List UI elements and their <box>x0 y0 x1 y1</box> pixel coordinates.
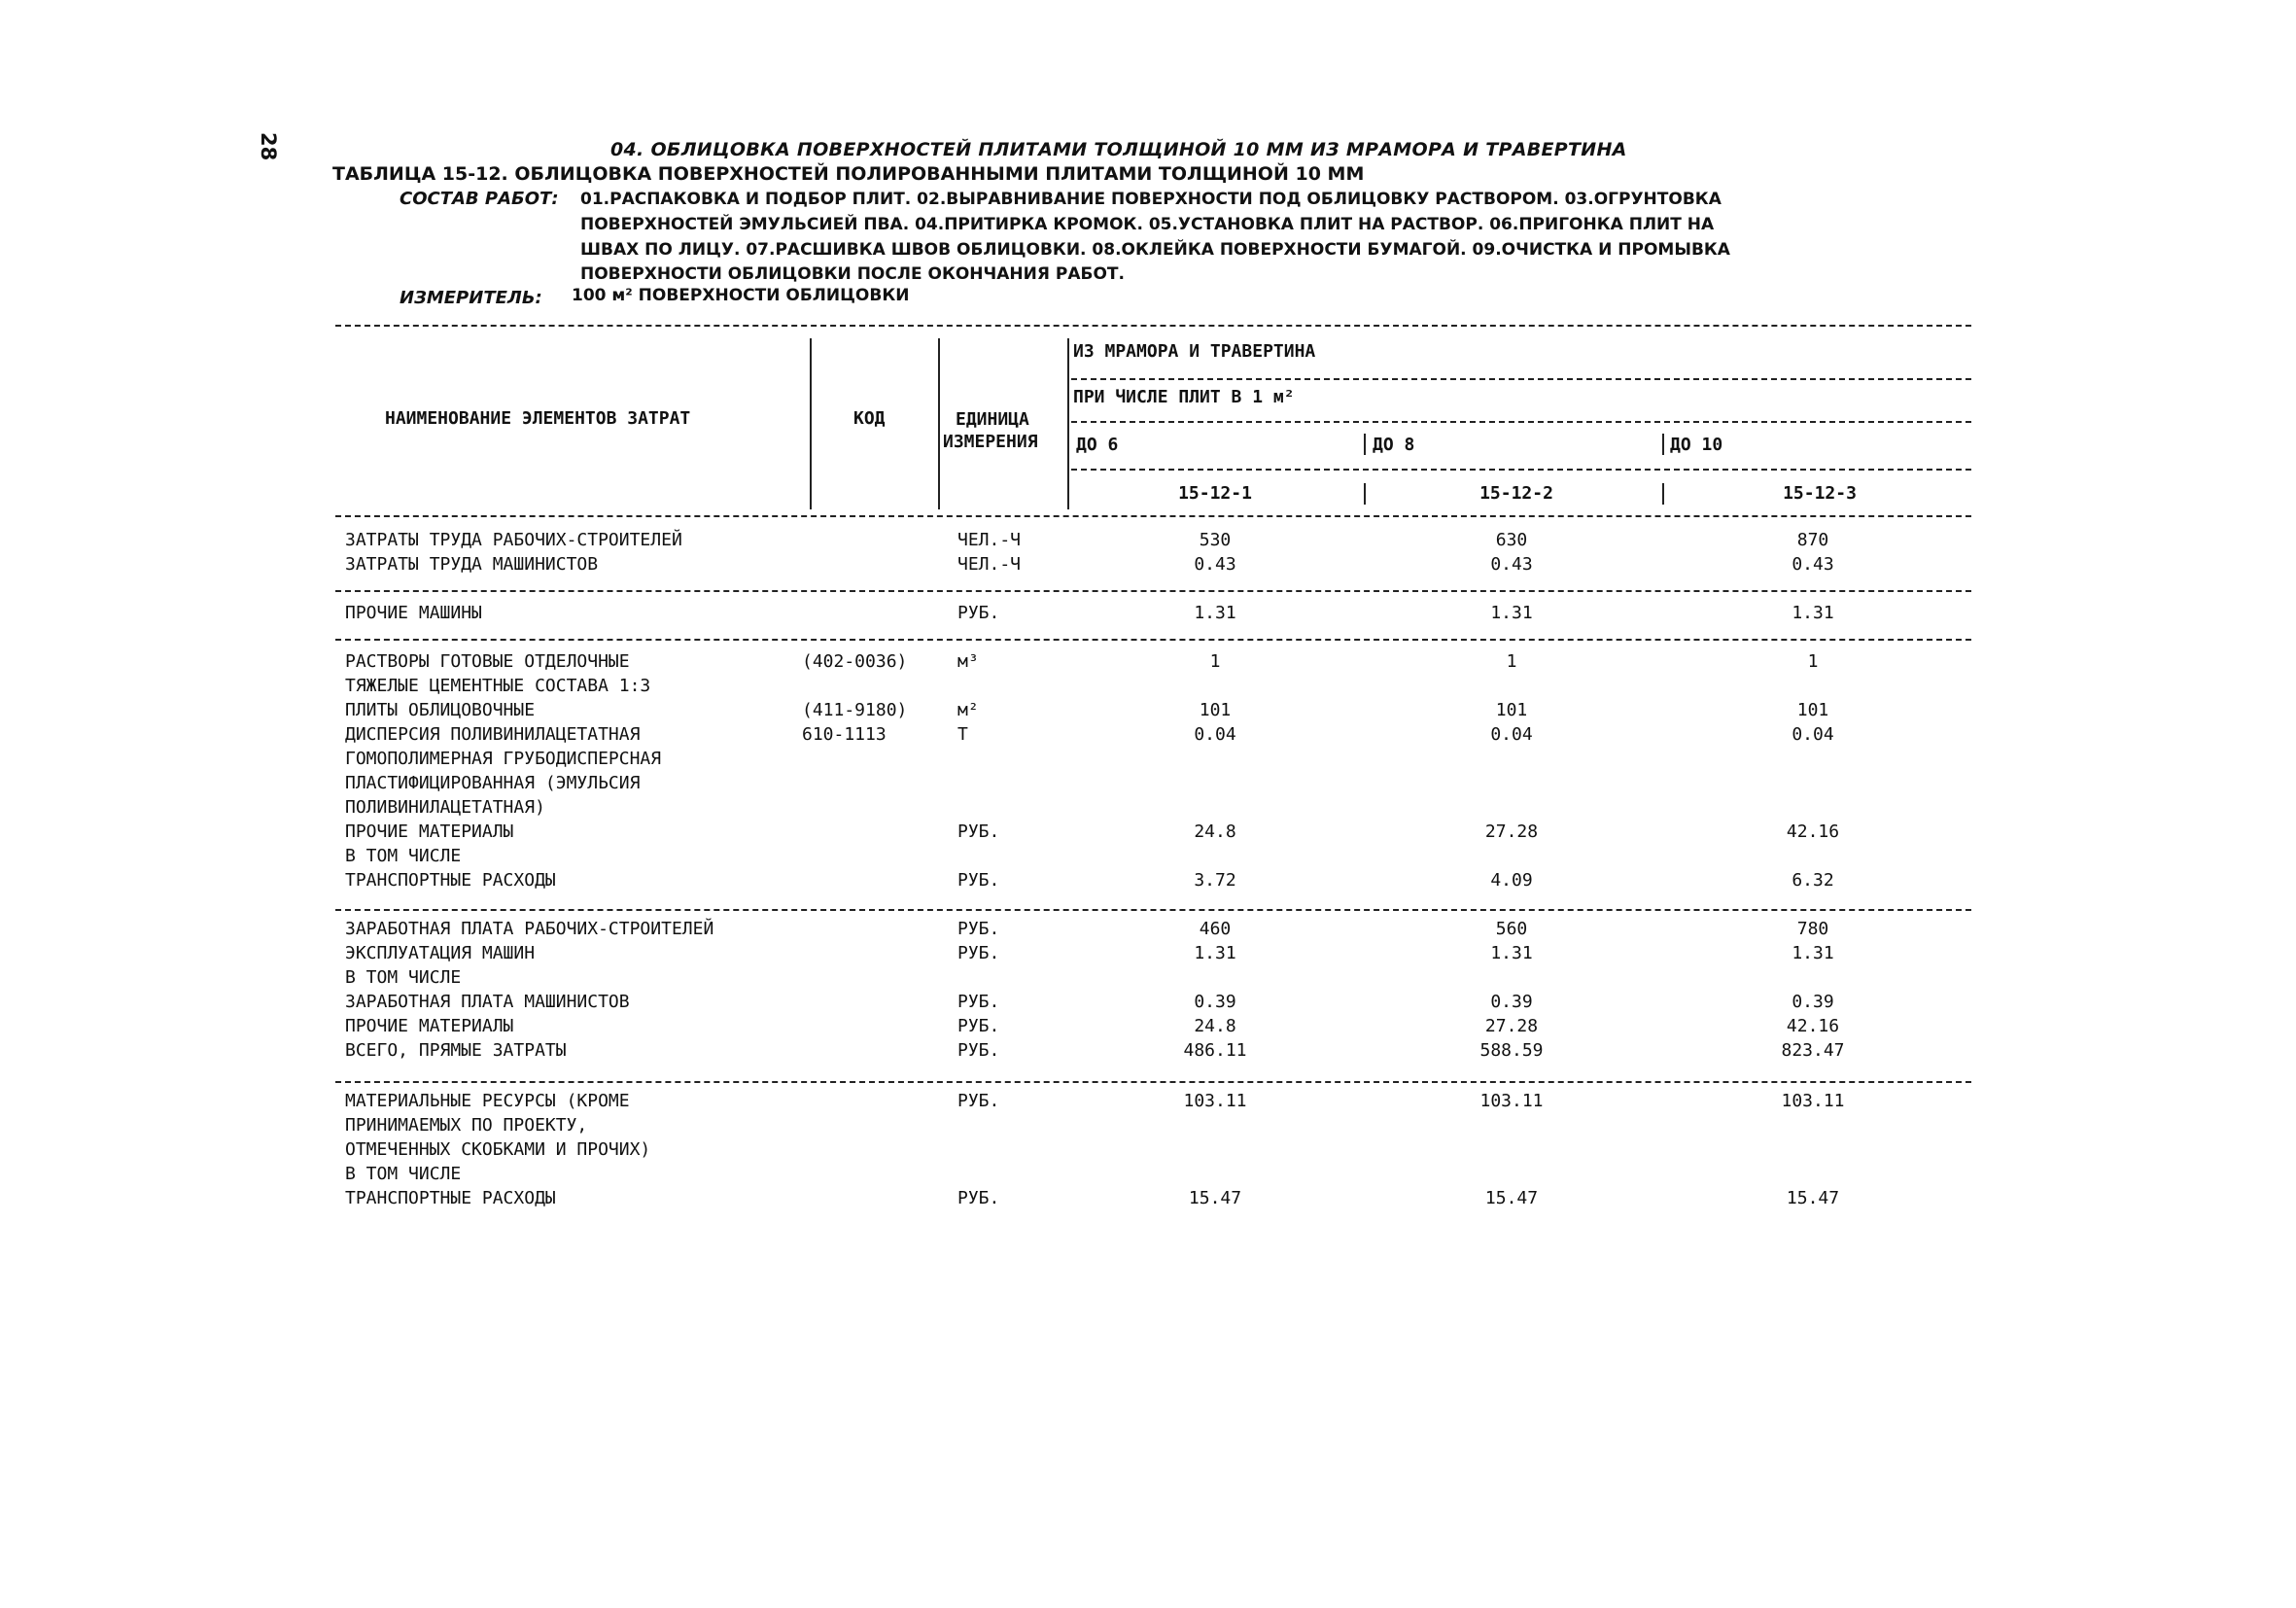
row-unit: РУБ. <box>957 1091 1000 1111</box>
row-code: (411-9180) <box>802 700 908 720</box>
row-value-3: 870 <box>1796 530 1829 550</box>
row-value-2: 1.31 <box>1490 943 1533 963</box>
row-value-1: 1.31 <box>1194 943 1236 963</box>
row-unit: РУБ. <box>957 1016 1000 1036</box>
row-value-2: 1 <box>1506 651 1517 672</box>
row-unit: РУБ. <box>957 603 1000 623</box>
row-value-1: 1.31 <box>1194 603 1236 623</box>
header-rule <box>1071 469 1971 471</box>
header-unit-col-1: ЕДИНИЦА <box>956 409 1029 430</box>
row-value-2: 560 <box>1495 919 1528 939</box>
header-col-3: ДО 10 <box>1670 435 1723 455</box>
row-name: ГОМОПОЛИМЕРНАЯ ГРУБОДИСПЕРСНАЯ <box>345 749 662 769</box>
row-unit: РУБ. <box>957 1188 1000 1208</box>
header-code-2: 15-12-2 <box>1479 483 1553 504</box>
row-name: ЗАТРАТЫ ТРУДА МАШИНИСТОВ <box>345 554 599 575</box>
row-value-3: 6.32 <box>1792 870 1834 891</box>
row-name: ЭКСПЛУАТАЦИЯ МАШИН <box>345 943 536 963</box>
row-name: ПРИНИМАЕМЫХ ПО ПРОЕКТУ, <box>345 1115 588 1136</box>
section-title: 04. ОБЛИЦОВКА ПОВЕРХНОСТЕЙ ПЛИТАМИ ТОЛЩИНОЙ 10 ММ ИЗ МРАМОРА И ТРАВЕРТИНА <box>610 139 1627 160</box>
row-name: ПРОЧИЕ МАТЕРИАЛЫ <box>345 821 514 842</box>
row-unit: РУБ. <box>957 1040 1000 1061</box>
row-name: ПРОЧИЕ МАТЕРИАЛЫ <box>345 1016 514 1036</box>
row-value-2: 0.04 <box>1490 724 1533 745</box>
page-number: 28 <box>257 132 280 161</box>
row-value-1: 0.39 <box>1194 992 1236 1012</box>
header-name-col: НАИМЕНОВАНИЕ ЭЛЕМЕНТОВ ЗАТРАТ <box>385 408 691 429</box>
row-value-3: 15.47 <box>1786 1188 1840 1208</box>
row-value-3: 1.31 <box>1792 603 1834 623</box>
header-col-1: ДО 6 <box>1076 435 1119 455</box>
row-value-2: 27.28 <box>1484 1016 1539 1036</box>
col-divider <box>938 338 940 509</box>
row-unit: Т <box>957 724 968 745</box>
row-name: ПЛАСТИФИЦИРОВАННАЯ (ЭМУЛЬСИЯ <box>345 773 641 793</box>
work-line-4: ПОВЕРХНОСТИ ОБЛИЦОВКИ ПОСЛЕ ОКОНЧАНИЯ РАБОТ. <box>580 264 1125 284</box>
row-value-2: 588.59 <box>1479 1040 1544 1061</box>
row-value-3: 42.16 <box>1786 821 1840 842</box>
row-value-3: 1.31 <box>1792 943 1834 963</box>
row-name: ТРАНСПОРТНЫЕ РАСХОДЫ <box>345 870 556 891</box>
row-name: ВСЕГО, ПРЯМЫЕ ЗАТРАТЫ <box>345 1040 567 1061</box>
row-code: (402-0036) <box>802 651 908 672</box>
header-unit-col-2: ИЗМЕРЕНИЯ <box>943 432 1038 452</box>
row-unit: м² <box>957 700 979 720</box>
row-name: ЗАРАБОТНАЯ ПЛАТА РАБОЧИХ-СТРОИТЕЛЕЙ <box>345 919 714 939</box>
row-value-1: 486.11 <box>1183 1040 1247 1061</box>
row-value-2: 101 <box>1495 700 1528 720</box>
header-bottom-rule <box>335 515 1971 517</box>
row-value-2: 103.11 <box>1479 1091 1544 1111</box>
row-name: ПОЛИВИНИЛАЦЕТАТНАЯ) <box>345 797 545 818</box>
row-name: В ТОМ ЧИСЛЕ <box>345 1164 462 1184</box>
row-value-2: 0.43 <box>1490 554 1533 575</box>
header-code-col: КОД <box>853 408 886 429</box>
row-value-1: 1 <box>1209 651 1221 672</box>
measure-label: ИЗМЕРИТЕЛЬ: <box>400 288 542 308</box>
row-value-3: 0.39 <box>1792 992 1834 1012</box>
row-value-3: 103.11 <box>1781 1091 1845 1111</box>
row-name: ПЛИТЫ ОБЛИЦОВОЧНЫЕ <box>345 700 536 720</box>
row-name: ЗАТРАТЫ ТРУДА РАБОЧИХ-СТРОИТЕЛЕЙ <box>345 530 682 550</box>
table-top-rule <box>335 325 1971 327</box>
work-composition-label: СОСТАВ РАБОТ: <box>400 189 559 209</box>
col-divider <box>1662 434 1664 455</box>
row-unit: ЧЕЛ.-Ч <box>957 554 1022 575</box>
row-value-2: 27.28 <box>1484 821 1539 842</box>
row-value-1: 15.47 <box>1188 1188 1242 1208</box>
col-divider <box>1364 483 1366 505</box>
row-unit: РУБ. <box>957 943 1000 963</box>
row-name: ДИСПЕРСИЯ ПОЛИВИНИЛАЦЕТАТНАЯ <box>345 724 641 745</box>
row-value-2: 15.47 <box>1484 1188 1539 1208</box>
row-unit: ЧЕЛ.-Ч <box>957 530 1022 550</box>
row-value-1: 0.04 <box>1194 724 1236 745</box>
work-line-2: ПОВЕРХНОСТЕЙ ЭМУЛЬСИЕЙ ПВА. 04.ПРИТИРКА КРОМОК. 05.УСТАНОВКА ПЛИТ НА РАСТВОР. 06.ПРИГОНКА ПЛИТ НА <box>580 215 1715 234</box>
header-rule <box>1071 421 1971 423</box>
row-value-1: 24.8 <box>1194 821 1236 842</box>
row-value-1: 530 <box>1199 530 1232 550</box>
group-separator <box>335 590 1971 592</box>
row-value-2: 4.09 <box>1490 870 1533 891</box>
row-value-2: 630 <box>1495 530 1528 550</box>
row-value-3: 1 <box>1807 651 1819 672</box>
row-value-3: 780 <box>1796 919 1829 939</box>
row-value-3: 0.43 <box>1792 554 1834 575</box>
row-value-1: 103.11 <box>1183 1091 1247 1111</box>
row-name: ОТМЕЧЕННЫХ СКОБКАМИ И ПРОЧИХ) <box>345 1139 651 1160</box>
header-group: ИЗ МРАМОРА И ТРАВЕРТИНА <box>1073 341 1316 362</box>
work-line-3: ШВАХ ПО ЛИЦУ. 07.РАСШИВКА ШВОВ ОБЛИЦОВКИ. 08.ОКЛЕЙКА ПОВЕРХНОСТИ БУМАГОЙ. 09.ОЧИСТКА И ПРОМЫВКА <box>580 240 1730 260</box>
col-divider <box>1067 338 1069 509</box>
header-code-1: 15-12-1 <box>1178 483 1252 504</box>
row-value-2: 1.31 <box>1490 603 1533 623</box>
row-unit: РУБ. <box>957 821 1000 842</box>
measure-value: 100 м² ПОВЕРХНОСТИ ОБЛИЦОВКИ <box>572 286 910 305</box>
row-name: ТЯЖЕЛЫЕ ЦЕМЕНТНЫЕ СОСТАВА 1:3 <box>345 676 651 696</box>
col-divider <box>810 338 812 509</box>
table-title: ТАБЛИЦА 15-12. ОБЛИЦОВКА ПОВЕРХНОСТЕЙ ПОЛИРОВАННЫМИ ПЛИТАМИ ТОЛЩИНОЙ 10 ММ <box>332 163 1365 185</box>
row-value-3: 42.16 <box>1786 1016 1840 1036</box>
row-name: ЗАРАБОТНАЯ ПЛАТА МАШИНИСТОВ <box>345 992 630 1012</box>
row-value-1: 3.72 <box>1194 870 1236 891</box>
row-name: МАТЕРИАЛЬНЫЕ РЕСУРСЫ (КРОМЕ <box>345 1091 630 1111</box>
header-col-2: ДО 8 <box>1373 435 1415 455</box>
row-value-3: 0.04 <box>1792 724 1834 745</box>
header-subgroup: ПРИ ЧИСЛЕ ПЛИТ В 1 м² <box>1073 387 1295 407</box>
row-value-3: 101 <box>1796 700 1829 720</box>
row-unit: РУБ. <box>957 992 1000 1012</box>
header-code-3: 15-12-3 <box>1783 483 1857 504</box>
group-separator <box>335 909 1971 911</box>
row-value-1: 0.43 <box>1194 554 1236 575</box>
row-code: 610-1113 <box>802 724 887 745</box>
work-line-1: 01.РАСПАКОВКА И ПОДБОР ПЛИТ. 02.ВЫРАВНИВАНИЕ ПОВЕРХНОСТИ ПОД ОБЛИЦОВКУ РАСТВОРОМ. 03.ОГРУНТОВКА <box>580 190 1722 209</box>
col-divider <box>1364 434 1366 455</box>
row-name: ТРАНСПОРТНЫЕ РАСХОДЫ <box>345 1188 556 1208</box>
row-value-1: 24.8 <box>1194 1016 1236 1036</box>
group-separator <box>335 1081 1971 1083</box>
row-name: В ТОМ ЧИСЛЕ <box>345 846 462 866</box>
row-unit: РУБ. <box>957 919 1000 939</box>
row-unit: м³ <box>957 651 979 672</box>
row-name: В ТОМ ЧИСЛЕ <box>345 967 462 988</box>
header-rule <box>1071 378 1971 380</box>
row-name: ПРОЧИЕ МАШИНЫ <box>345 603 482 623</box>
row-value-1: 460 <box>1199 919 1232 939</box>
col-divider <box>1662 483 1664 505</box>
row-unit: РУБ. <box>957 870 1000 891</box>
row-value-2: 0.39 <box>1490 992 1533 1012</box>
row-value-3: 823.47 <box>1781 1040 1845 1061</box>
row-name: РАСТВОРЫ ГОТОВЫЕ ОТДЕЛОЧНЫЕ <box>345 651 630 672</box>
row-value-1: 101 <box>1199 700 1232 720</box>
group-separator <box>335 639 1971 641</box>
